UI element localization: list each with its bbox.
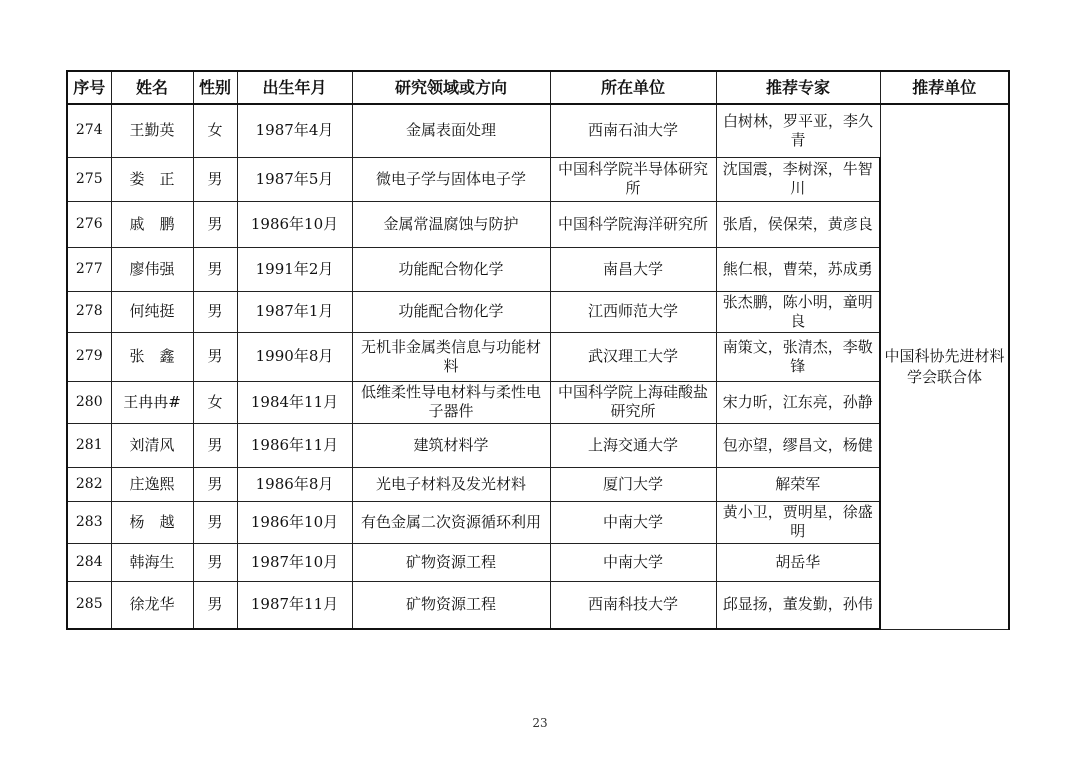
cell-experts: 黄小卫，贾明星，徐盛明 — [716, 501, 880, 543]
cell-gender: 男 — [193, 501, 237, 543]
cell-experts: 白树林，罗平亚，李久青 — [716, 104, 880, 157]
cell-gender: 男 — [193, 201, 237, 247]
cell-unit: 上海交通大学 — [550, 423, 716, 467]
cell-birth: 1990年8月 — [237, 332, 352, 381]
cell-unit: 西南石油大学 — [550, 104, 716, 157]
cell-name: 刘清风 — [111, 423, 193, 467]
cell-birth: 1987年1月 — [237, 291, 352, 332]
cell-experts: 沈国震，李树深，牛智川 — [716, 157, 880, 201]
cell-unit: 中国科学院海洋研究所 — [550, 201, 716, 247]
cell-birth: 1986年10月 — [237, 501, 352, 543]
table-row — [67, 104, 1009, 157]
cell-field: 微电子学与固体电子学 — [352, 157, 550, 201]
cell-experts: 南策文，张清杰，李敬锋 — [716, 332, 880, 381]
header-name: 姓名 — [111, 71, 193, 104]
cell-field: 光电子材料及发光材料 — [352, 467, 550, 501]
header-experts: 推荐专家 — [716, 71, 880, 104]
cell-field: 低维柔性导电材料与柔性电子器件 — [352, 381, 550, 423]
cell-field: 建筑材料学 — [352, 423, 550, 467]
cell-name: 徐龙华 — [111, 581, 193, 629]
cell-field: 功能配合物化学 — [352, 247, 550, 291]
cell-experts: 解荣军 — [716, 467, 880, 501]
cell-name: 廖伟强 — [111, 247, 193, 291]
cell-birth: 1987年5月 — [237, 157, 352, 201]
cell-unit: 西南科技大学 — [550, 581, 716, 629]
cell-no: 276 — [67, 201, 111, 247]
cell-unit: 南昌大学 — [550, 247, 716, 291]
table-row — [67, 381, 1009, 423]
table-row — [67, 581, 1009, 629]
page-number: 23 — [532, 716, 548, 730]
cell-birth: 1986年11月 — [237, 423, 352, 467]
cell-unit: 中南大学 — [550, 501, 716, 543]
cell-name: 庄逸熙 — [111, 467, 193, 501]
cell-name: 娄 正 — [111, 157, 193, 201]
cell-field: 功能配合物化学 — [352, 291, 550, 332]
cell-field: 矿物资源工程 — [352, 543, 550, 581]
cell-birth: 1986年10月 — [237, 201, 352, 247]
cell-experts: 胡岳华 — [716, 543, 880, 581]
cell-birth: 1986年8月 — [237, 467, 352, 501]
cell-experts: 包亦望，缪昌文，杨健 — [716, 423, 880, 467]
cell-no: 281 — [67, 423, 111, 467]
table-header-row — [67, 71, 1009, 104]
table-row — [67, 423, 1009, 467]
header-field: 研究领域或方向 — [352, 71, 550, 104]
cell-experts: 张杰鹏，陈小明，童明良 — [716, 291, 880, 332]
table-row — [67, 332, 1009, 381]
cell-unit: 武汉理工大学 — [550, 332, 716, 381]
cell-unit: 江西师范大学 — [550, 291, 716, 332]
cell-field: 矿物资源工程 — [352, 581, 550, 629]
cell-name: 戚 鹏 — [111, 201, 193, 247]
cell-birth: 1984年11月 — [237, 381, 352, 423]
cell-gender: 女 — [193, 381, 237, 423]
cell-name: 王勤英 — [111, 104, 193, 157]
table-row — [67, 291, 1009, 332]
cell-unit: 中南大学 — [550, 543, 716, 581]
cell-no: 283 — [67, 501, 111, 543]
cell-gender: 男 — [193, 332, 237, 381]
recommendation-table-wrapper — [66, 70, 1008, 630]
cell-name: 王冉冉# — [111, 381, 193, 423]
table-row — [67, 201, 1009, 247]
header-unit: 所在单位 — [550, 71, 716, 104]
cell-name: 韩海生 — [111, 543, 193, 581]
header-gender: 性别 — [193, 71, 237, 104]
table-row — [67, 157, 1009, 201]
cell-unit: 中国科学院半导体研究所 — [550, 157, 716, 201]
header-no: 序号 — [67, 71, 111, 104]
cell-gender: 男 — [193, 291, 237, 332]
cell-experts: 宋力昕，江东亮，孙静 — [716, 381, 880, 423]
cell-no: 284 — [67, 543, 111, 581]
cell-field: 无机非金属类信息与功能材料 — [352, 332, 550, 381]
cell-birth: 1991年2月 — [237, 247, 352, 291]
cell-unit: 厦门大学 — [550, 467, 716, 501]
recommendation-table — [66, 70, 1010, 630]
cell-experts: 邱显扬，董发勤，孙伟 — [716, 581, 880, 629]
header-birth: 出生年月 — [237, 71, 352, 104]
cell-birth: 1987年11月 — [237, 581, 352, 629]
cell-gender: 男 — [193, 467, 237, 501]
cell-experts: 张盾，侯保荣，黄彦良 — [716, 201, 880, 247]
table-row — [67, 543, 1009, 581]
cell-name: 张 鑫 — [111, 332, 193, 381]
cell-gender: 女 — [193, 104, 237, 157]
cell-no: 277 — [67, 247, 111, 291]
cell-field: 金属常温腐蚀与防护 — [352, 201, 550, 247]
cell-gender: 男 — [193, 423, 237, 467]
cell-unit: 中国科学院上海硅酸盐研究所 — [550, 381, 716, 423]
cell-name: 何纯挺 — [111, 291, 193, 332]
cell-name: 杨 越 — [111, 501, 193, 543]
table-row — [67, 467, 1009, 501]
cell-field: 金属表面处理 — [352, 104, 550, 157]
header-recommending-unit: 推荐单位 — [880, 71, 1009, 104]
cell-no: 285 — [67, 581, 111, 629]
cell-recommending-unit: 中国科协先进材料学会联合体 — [880, 104, 1009, 629]
cell-gender: 男 — [193, 247, 237, 291]
table-row — [67, 247, 1009, 291]
cell-gender: 男 — [193, 157, 237, 201]
cell-no: 278 — [67, 291, 111, 332]
cell-birth: 1987年10月 — [237, 543, 352, 581]
cell-no: 279 — [67, 332, 111, 381]
cell-gender: 男 — [193, 581, 237, 629]
cell-no: 280 — [67, 381, 111, 423]
table-row — [67, 501, 1009, 543]
cell-no: 275 — [67, 157, 111, 201]
cell-gender: 男 — [193, 543, 237, 581]
cell-experts: 熊仁根，曹荣，苏成勇 — [716, 247, 880, 291]
cell-no: 274 — [67, 104, 111, 157]
cell-no: 282 — [67, 467, 111, 501]
cell-birth: 1987年4月 — [237, 104, 352, 157]
cell-field: 有色金属二次资源循环利用 — [352, 501, 550, 543]
